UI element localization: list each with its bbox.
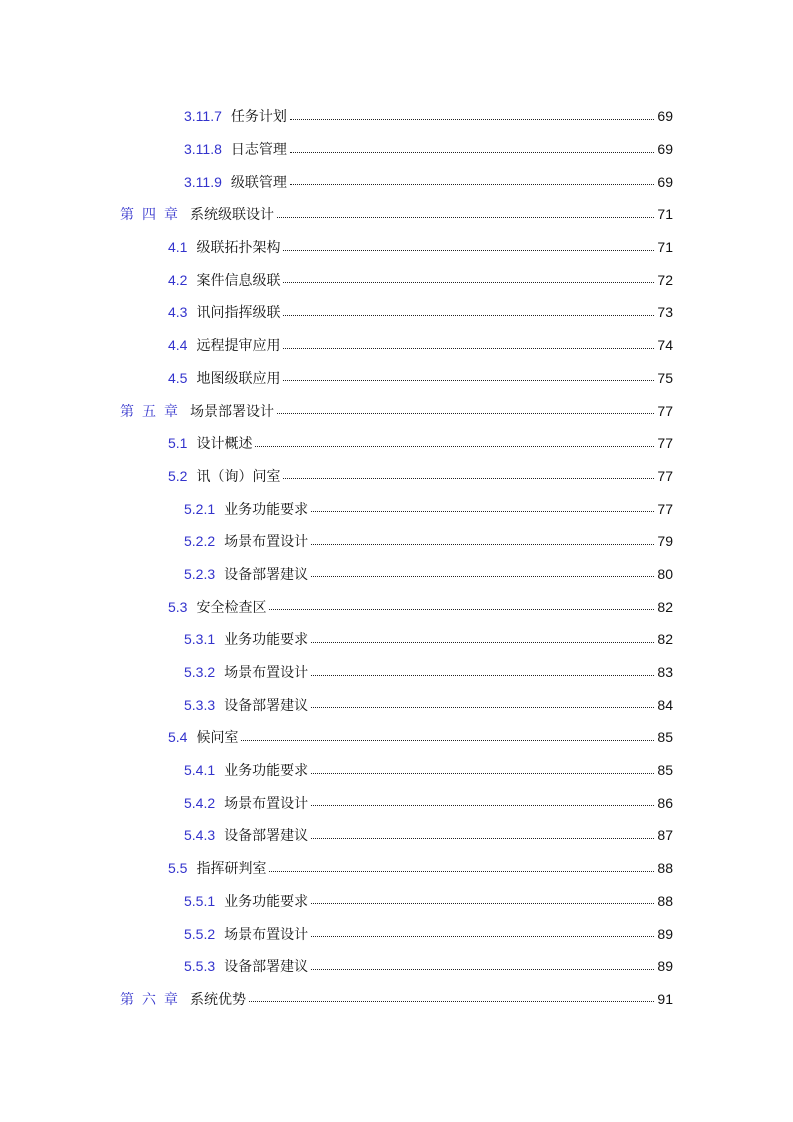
toc-entry[interactable] [168, 427, 673, 460]
toc-page-number: 74 [657, 337, 673, 354]
toc-entry-title: 系统优势 [190, 991, 246, 1008]
toc-entry-title: 候问室 [196, 730, 239, 747]
toc-entry[interactable] [184, 917, 673, 950]
toc-page-number: 89 [657, 958, 673, 975]
toc-page-number: 77 [657, 435, 673, 452]
toc-section-number: 5.3 [168, 598, 188, 615]
toc-section-number: 5.3.1 [184, 631, 216, 648]
toc-section-number: 5.2.2 [184, 533, 216, 550]
toc-entry[interactable] [168, 362, 673, 395]
toc-entry-title: 设备部署建议 [224, 828, 309, 845]
toc-page-number: 85 [657, 729, 673, 746]
dot-leader [269, 871, 654, 872]
toc-page-number: 69 [657, 173, 673, 190]
dot-leader [277, 217, 654, 218]
toc-section-number: 5.4.1 [184, 762, 216, 779]
toc-section-number: 5.3.3 [184, 696, 216, 713]
dot-leader [283, 315, 654, 316]
toc-entry-title: 设备部署建议 [224, 959, 309, 976]
toc-entry-title: 业务功能要求 [224, 893, 309, 910]
dot-leader [311, 903, 654, 904]
toc-entry[interactable] [168, 460, 673, 493]
toc-section-number: 3.11.7 [184, 108, 222, 125]
toc-page-number: 87 [657, 827, 673, 844]
toc-entry[interactable] [184, 492, 673, 525]
toc-page-number: 69 [657, 141, 673, 158]
dot-leader [283, 380, 654, 381]
toc-entry[interactable] [184, 885, 673, 918]
toc-section-number: 4.5 [168, 369, 188, 386]
toc-section-number: 4.2 [168, 271, 188, 288]
toc-entry[interactable] [184, 133, 673, 166]
dot-leader [290, 184, 655, 185]
toc-section-number: 3.11.9 [184, 173, 222, 190]
toc-page-number: 77 [657, 402, 673, 419]
dot-leader [311, 642, 654, 643]
toc-section-number: 5.2.3 [184, 565, 216, 582]
toc-entry[interactable] [184, 623, 673, 656]
toc-page-number: 89 [657, 925, 673, 942]
toc-section-number: 5.5 [168, 860, 188, 877]
toc-section-number: 5.4 [168, 729, 188, 746]
toc-entry-title: 设备部署建议 [224, 566, 309, 583]
toc-entry[interactable] [168, 231, 673, 264]
toc-chapter-number: 第四章 [120, 207, 186, 224]
toc-section-number: 4.3 [168, 304, 188, 321]
toc-chapter-number: 第六章 [120, 991, 186, 1008]
toc-entry-title: 业务功能要求 [224, 501, 309, 518]
toc-section-number: 4.1 [168, 239, 188, 256]
toc-entry-title: 设计概述 [196, 436, 253, 453]
toc-page-number: 83 [657, 664, 673, 681]
dot-leader [269, 609, 654, 610]
toc-entry-title: 设备部署建议 [224, 697, 309, 714]
toc-entry-title: 业务功能要求 [224, 632, 309, 649]
toc-chapter-number: 第五章 [120, 403, 186, 420]
toc-entry[interactable] [168, 721, 673, 754]
toc-page-number: 88 [657, 892, 673, 909]
dot-leader [311, 773, 654, 774]
toc-page-number: 69 [657, 108, 673, 125]
toc-entry[interactable] [184, 525, 673, 558]
toc-entry[interactable] [168, 852, 673, 885]
toc-page-number: 73 [657, 304, 673, 321]
dot-leader [311, 936, 654, 937]
toc-section-number: 5.4.3 [184, 827, 216, 844]
toc-entry-title: 任务计划 [230, 109, 287, 126]
toc-entry[interactable] [120, 198, 673, 231]
toc-entry-title: 业务功能要求 [224, 763, 309, 780]
toc-entry[interactable] [184, 165, 673, 198]
toc-section-number: 5.5.3 [184, 958, 216, 975]
toc-page-number: 82 [657, 631, 673, 648]
dot-leader [255, 446, 654, 447]
toc-page-number: 72 [657, 271, 673, 288]
toc-entry-title: 级联管理 [230, 174, 287, 191]
toc-entry[interactable] [184, 819, 673, 852]
dot-leader [311, 707, 654, 708]
dot-leader [283, 282, 654, 283]
toc-entry[interactable] [184, 786, 673, 819]
toc-entry-title: 场景部署设计 [190, 403, 274, 420]
toc-entry-title: 日志管理 [230, 142, 287, 159]
toc-entry[interactable] [184, 688, 673, 721]
table-of-contents [0, 100, 793, 1015]
toc-entry-title: 安全检查区 [196, 599, 267, 616]
toc-section-number: 5.2.1 [184, 500, 216, 517]
toc-entry-title: 地图级联应用 [196, 370, 281, 387]
toc-page-number: 77 [657, 500, 673, 517]
dot-leader [311, 511, 654, 512]
toc-entry-title: 讯问指挥级联 [196, 305, 281, 322]
dot-leader [311, 969, 654, 970]
toc-entry-title: 讯（询）问室 [196, 468, 281, 485]
toc-page-number: 80 [657, 565, 673, 582]
dot-leader [241, 740, 654, 741]
toc-section-number: 3.11.8 [184, 141, 222, 158]
toc-entry[interactable] [168, 263, 673, 296]
toc-entry[interactable] [120, 394, 673, 427]
toc-page-number: 71 [657, 239, 673, 256]
toc-entry[interactable] [184, 100, 673, 133]
dot-leader [283, 348, 654, 349]
toc-page-number: 85 [657, 762, 673, 779]
toc-entry-title: 案件信息级联 [196, 272, 281, 289]
toc-entry-title: 远程提审应用 [196, 338, 281, 355]
toc-entry-title: 指挥研判室 [196, 861, 267, 878]
toc-entry[interactable] [184, 656, 673, 689]
toc-page-number: 79 [657, 533, 673, 550]
dot-leader [283, 478, 654, 479]
toc-entry[interactable] [184, 950, 673, 983]
toc-entry[interactable] [184, 754, 673, 787]
toc-section-number: 5.4.2 [184, 794, 216, 811]
toc-section-number: 5.2 [168, 467, 188, 484]
dot-leader [311, 576, 654, 577]
dot-leader [283, 250, 654, 251]
toc-page-number: 82 [657, 598, 673, 615]
toc-section-number: 5.3.2 [184, 664, 216, 681]
toc-entry-title: 场景布置设计 [224, 534, 309, 551]
dot-leader [311, 675, 654, 676]
dot-leader [249, 1001, 654, 1002]
toc-section-number: 5.1 [168, 435, 188, 452]
toc-entry[interactable] [168, 329, 673, 362]
toc-entry-title: 场景布置设计 [224, 665, 309, 682]
dot-leader [311, 805, 654, 806]
toc-entry[interactable] [168, 590, 673, 623]
toc-entry[interactable] [184, 558, 673, 591]
toc-entry-title: 场景布置设计 [224, 926, 309, 943]
toc-entry[interactable] [168, 296, 673, 329]
dot-leader [311, 838, 654, 839]
toc-entry-title: 级联拓扑架构 [196, 240, 281, 257]
toc-entry-title: 系统级联设计 [190, 207, 274, 224]
toc-entry[interactable] [120, 983, 673, 1016]
dot-leader [290, 119, 655, 120]
toc-page-number: 91 [657, 990, 673, 1007]
toc-section-number: 4.4 [168, 337, 188, 354]
toc-page-number: 86 [657, 794, 673, 811]
toc-section-number: 5.5.1 [184, 892, 216, 909]
toc-page-number: 84 [657, 696, 673, 713]
toc-entry-title: 场景布置设计 [224, 795, 309, 812]
toc-page-number: 77 [657, 467, 673, 484]
dot-leader [311, 544, 654, 545]
dot-leader [277, 413, 654, 414]
toc-page-number: 75 [657, 369, 673, 386]
toc-section-number: 5.5.2 [184, 925, 216, 942]
toc-page-number: 88 [657, 860, 673, 877]
toc-page-number: 71 [657, 206, 673, 223]
dot-leader [290, 152, 655, 153]
